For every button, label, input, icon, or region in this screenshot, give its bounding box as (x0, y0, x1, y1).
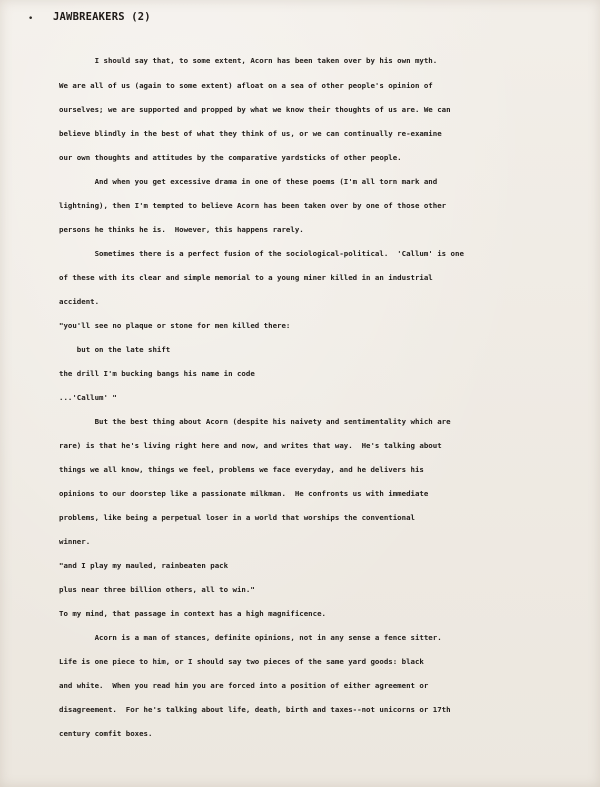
text-line: and white. When you read him you are forced into a position of either agreement or (59, 681, 429, 690)
text-line: the drill I'm bucking bangs his name in code (59, 369, 255, 378)
text-line: And when you get excessive drama in one of these poems (I'm all torn mark and (59, 177, 438, 186)
text-line: persons he thinks he is. However, this happens rarely. (59, 225, 304, 234)
text-line: disagreement. For he's talking about life, death, birth and taxes--not unicorns or 17th (59, 705, 451, 714)
text-line: To my mind, that passage in context has a high magnificence. (59, 609, 326, 618)
text-line: "and I play my mauled, rainbeaten pack (59, 561, 229, 570)
text-line: our own thoughts and attitudes by the comparative yardsticks of other people. (59, 153, 402, 162)
text-line: Acorn is a man of stances, definite opinions, not in any sense a fence sitter. (59, 633, 442, 642)
text-line: opinions to our doorstep like a passionate milkman. He confronts us with immediate (59, 489, 429, 498)
text-line: "you'll see no plaque or stone for men killed there: (59, 321, 291, 330)
text-line: But the best thing about Acorn (despite his naivety and sentimentality which are (59, 417, 451, 426)
text-line: plus near three billion others, all to win." (59, 585, 255, 594)
text-line: ourselves; we are supported and propped by what we know their thoughts of us are. We can (59, 105, 451, 114)
text-line: believe blindly in the best of what they think of us, or we can continually re-examine (59, 129, 442, 138)
text-line: winner. (59, 537, 91, 546)
text-line: accident. (59, 297, 100, 306)
corner-dot-mark: • (28, 14, 34, 24)
text-line: I should say that, to some extent, Acorn has been taken over by his own myth. (59, 56, 438, 65)
page-header: JAWBREAKERS (2) (53, 11, 151, 23)
text-line: problems, like being a perpetual loser in a world that worships the conventional (59, 513, 415, 522)
text-line: but on the late shift (59, 345, 171, 354)
text-line: century comfit boxes. (59, 729, 153, 738)
text-line: things we all know, things we feel, problems we face everyday, and he delivers his (59, 465, 424, 474)
text-line: rare) is that he's living right here and now, and writes that way. He's talking about (59, 441, 442, 450)
text-line: lightning), then I'm tempted to believe Acorn has been taken over by one of those other (59, 201, 447, 210)
text-line: ...'Callum' " (59, 393, 117, 402)
text-line: We are all of us (again to some extent) afloat on a sea of other people's opinion of (59, 81, 433, 90)
text-line: of these with its clear and simple memorial to a young miner killed in an industrial (59, 273, 433, 282)
text-line: Sometimes there is a perfect fusion of the sociological-political. 'Callum' is one (59, 249, 464, 258)
text-line: Life is one piece to him, or I should say two pieces of the same yard goods: black (59, 657, 424, 666)
